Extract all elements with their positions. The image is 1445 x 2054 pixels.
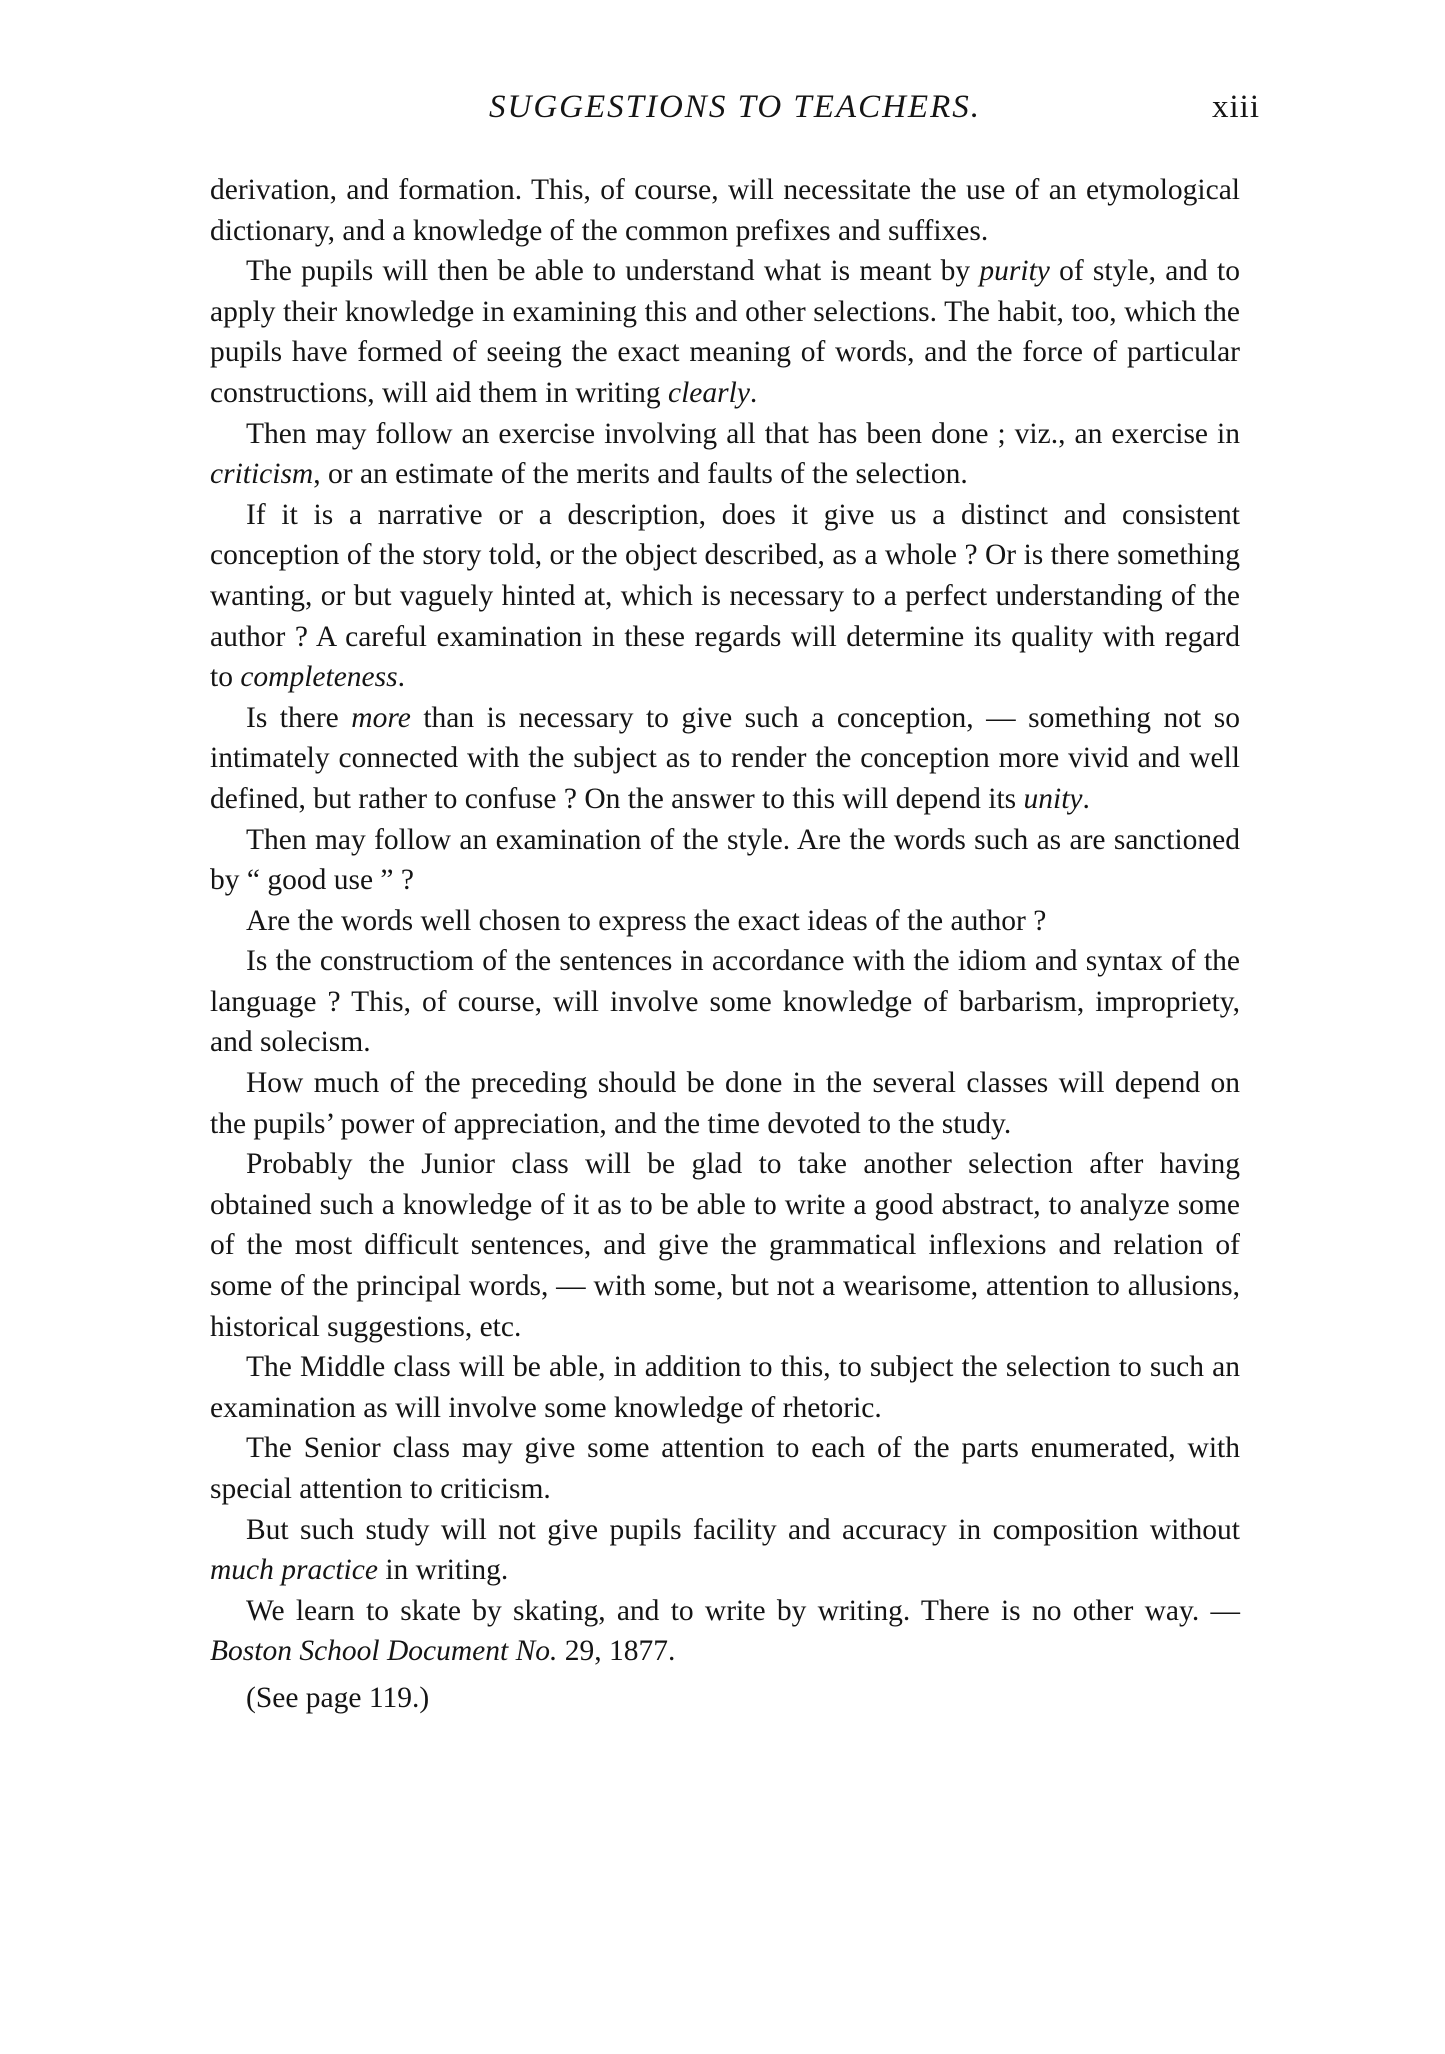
paragraph-middle-class: The Middle class will be able, in addition to this, to subject the selection to such an examination as will involve some knowledge of rhetoric. [210, 1351, 1240, 1424]
paragraph-skating [210, 1591, 1240, 1672]
emphasis-unity: unity [1023, 782, 1083, 815]
paragraph-junior-class: Probably the Junior class will be glad to take another selection after having obtained such a knowledge of it as to be able to write a good abstract, to analyze some of the most difficult sentences, and give the grammatical inflexions and relation of some of the principal words, — with some, but not a wearisome, attention to allusions, historical suggestions, etc. [210, 1148, 1240, 1343]
text-run: , or an estimate of the merits and faults of the selection. [313, 458, 968, 491]
paragraph-criticism [210, 414, 1240, 495]
page-reference: (See page 119.) [246, 1681, 430, 1714]
paragraph-derivation: derivation, and formation. This, of course, will necessitate the use of an etymological dictionary, and a knowledge of the common prefixes and suffixes. [210, 174, 1240, 247]
text-run: The pupils will then be able to understand what is meant by [246, 255, 980, 288]
running-head [210, 82, 1260, 132]
emphasis-completeness: completeness [240, 661, 398, 694]
paragraph-style: Then may follow an examination of the style. Are the words such as are sanctioned by “ good use ” ? [210, 823, 1240, 897]
paragraph-construction: Is the constructiom of the sentences in accordance with the idiom and syntax of the language ? This, of course, will involve some knowledge of barbarism, impropriety, and solecism. [210, 945, 1240, 1059]
paragraph-unity [210, 698, 1240, 820]
text-run: . [1082, 782, 1090, 815]
running-title: SUGGESTIONS TO TEACHERS. [488, 89, 981, 125]
text-run: Then may follow an exercise involving all that has been done ; viz., an exercise in [246, 417, 1240, 450]
emphasis-more: more [351, 701, 411, 734]
emphasis-clearly: clearly [668, 376, 750, 409]
citation-source: Boston School Document No. [210, 1635, 558, 1668]
text-run: of style, and to apply their knowledge in examining this and other selections. The habit, too, which the pupils have formed of seeing the exact meaning of words, and the force of particular constructions, will aid them in writing [210, 255, 1240, 409]
paragraph-how-much: How much of the preceding should be done in the several classes will depend on the pupils’ power of appreciation, and the time devoted to the study. [210, 1067, 1240, 1140]
paragraph-completeness [210, 495, 1240, 698]
emphasis-purity: purity [979, 255, 1050, 288]
paragraph-purity [210, 251, 1240, 413]
page-number: xiii [1211, 89, 1260, 125]
paragraph-practice [210, 1510, 1240, 1591]
text-run: But such study will not give pupils facility and accuracy in composition without [246, 1513, 1240, 1546]
text-run: in writing. [377, 1554, 509, 1587]
paragraph-words-chosen: Are the words well chosen to express the exact ideas of the author ? [246, 904, 1047, 937]
text-run: We learn to skate by skating, and to write by writing. There is no other way. — [246, 1594, 1240, 1627]
text-run: than is necessary to give such a conception, — something not so intimately connected with the subject as to render the conception more vivid and well defined, but rather to confuse ? On the answer to this will depend its [210, 701, 1240, 815]
emphasis-much-practice: much practice [210, 1554, 378, 1587]
text-run: 29, 1877. [557, 1635, 676, 1668]
emphasis-criticism: criticism [210, 458, 314, 491]
text-run: . [749, 376, 758, 409]
paragraph-senior-class: The Senior class may give some attention to each of the parts enumerated, with special attention to criticism. [210, 1432, 1240, 1505]
text-run: Is there [246, 701, 352, 734]
text-run: If it is a narrative or a description, does it give us a distinct and consistent conception of the story told, or the object described, as a whole ? Or is there something wanting, or but vaguely hinted at, which is necessary to a perfect understanding of the author ? A careful examination in these regards will determine its quality with regard to [210, 498, 1240, 694]
body-text [210, 170, 1240, 1719]
text-run: . [397, 661, 405, 694]
